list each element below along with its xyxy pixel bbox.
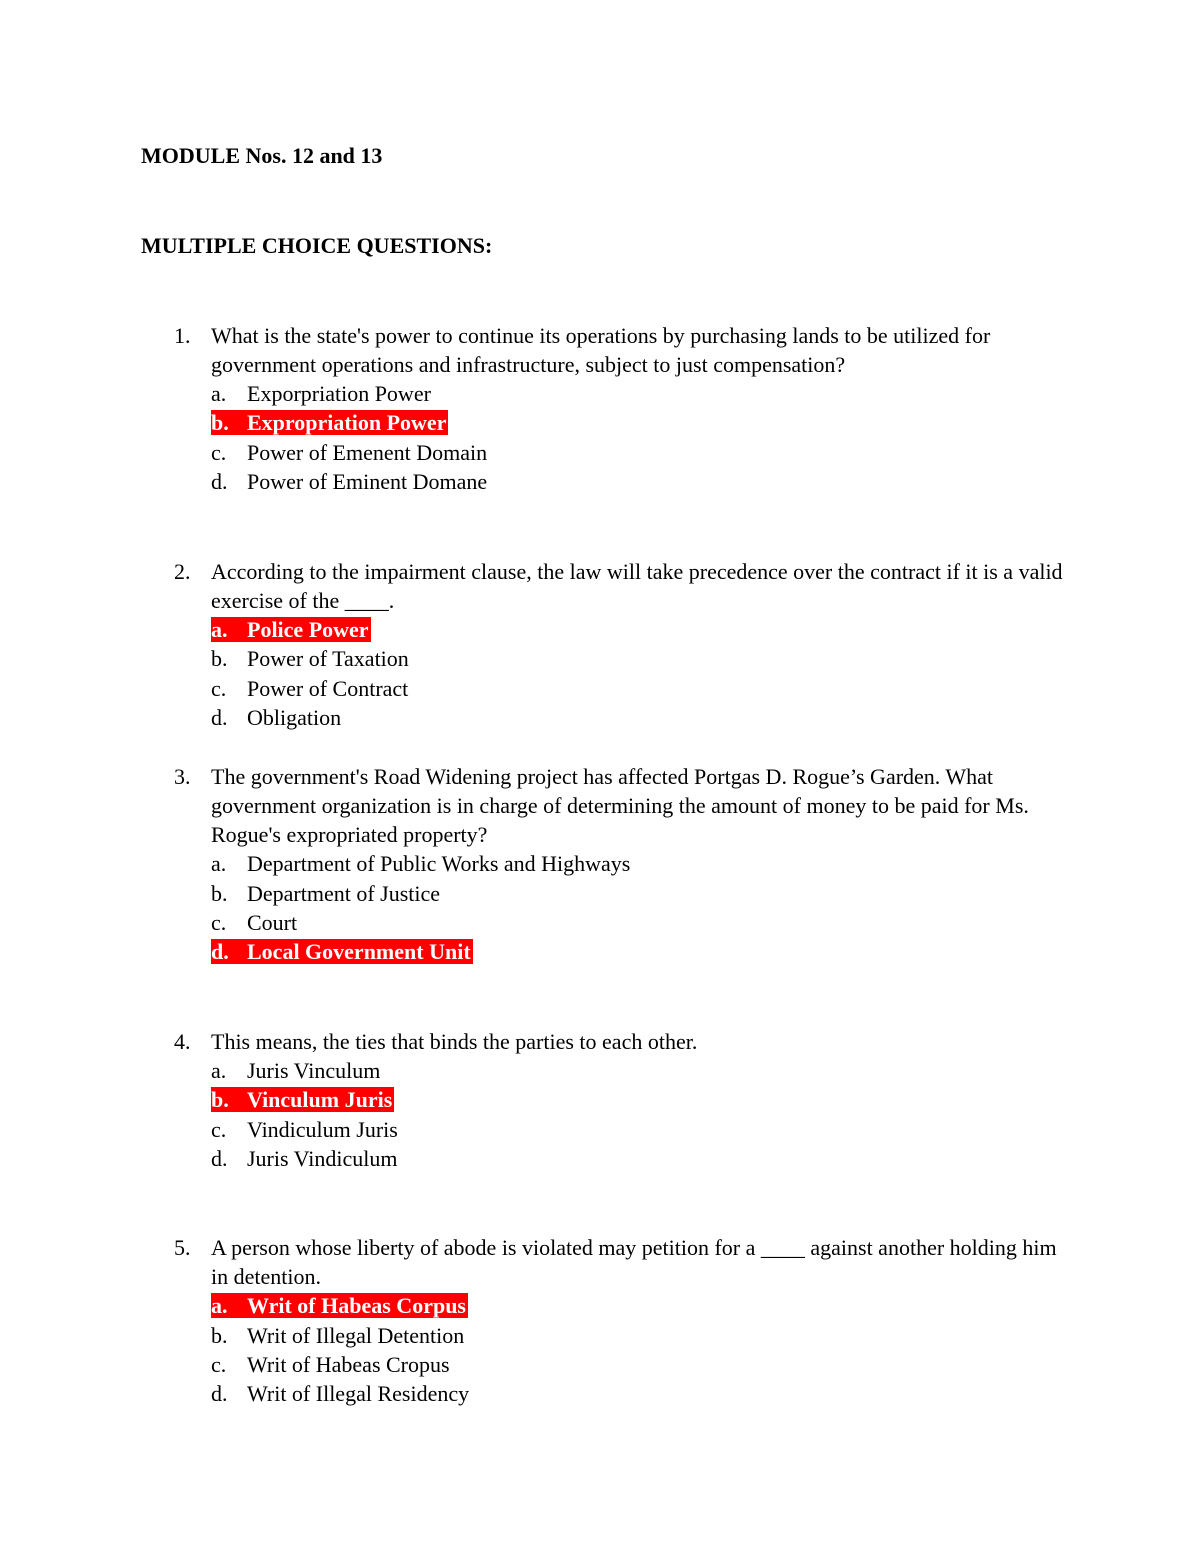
option-a-correct [211,615,371,644]
option-text: Juris Vindiculum [247,1146,398,1171]
option-b [211,1321,464,1350]
question-number: 2. [174,559,191,584]
option-letter: a. [211,381,227,406]
option-b-correct [211,408,448,437]
option-b [211,644,409,673]
option-letter: a. [211,1293,228,1318]
option-a [211,849,630,878]
option-letter: d. [211,705,228,730]
option-letter: d. [211,939,229,964]
question-text: This means, the ties that binds the parties to each other. [211,1029,698,1054]
option-letter: d. [211,1146,228,1171]
option-letter: b. [211,1087,229,1112]
option-c [211,908,297,937]
option-letter: b. [211,410,229,435]
option-c [211,674,408,703]
option-b-correct [211,1085,394,1114]
option-text: Writ of Illegal Detention [247,1323,465,1348]
option-letter: a. [211,1058,227,1083]
option-letter: a. [211,851,227,876]
option-text: Expropriation Power [247,410,447,435]
question-number: 3. [174,764,191,789]
question-text: What is the state's power to continue its operations by purchasing lands to be utilized for government operations and infrastructure, subject to just compensation? [211,323,991,377]
option-letter: c. [211,1352,227,1377]
option-d [211,1379,469,1408]
option-c [211,1350,450,1379]
option-d-correct [211,937,473,966]
option-text: Local Government Unit [247,939,471,964]
option-text: Writ of Habeas Corpus [247,1293,466,1318]
question-number: 1. [174,323,191,348]
option-text: Department of Public Works and Highways [247,851,631,876]
module-title: MODULE Nos. 12 and 13 [141,143,383,168]
option-a-correct [211,1291,468,1320]
option-letter: c. [211,440,227,465]
option-text: Police Power [247,617,369,642]
option-letter: a. [211,617,228,642]
option-c [211,1115,398,1144]
option-text: Writ of Illegal Residency [247,1381,470,1406]
option-letter: b. [211,881,228,906]
option-text: Exporpriation Power [247,381,431,406]
option-letter: d. [211,1381,228,1406]
option-text: Vinculum Juris [247,1087,393,1112]
option-letter: b. [211,1323,228,1348]
option-letter: c. [211,676,227,701]
section-title: MULTIPLE CHOICE QUESTIONS: [141,233,493,258]
option-text: Power of Contract [247,676,409,701]
option-a [211,1056,380,1085]
option-c [211,438,487,467]
option-text: Court [247,910,298,935]
option-b [211,879,440,908]
option-text: Power of Emenent Domain [247,440,488,465]
option-d [211,703,341,732]
option-text: Vindiculum Juris [247,1117,398,1142]
option-text: Department of Justice [247,881,441,906]
option-d [211,1144,397,1173]
question-text: A person whose liberty of abode is violated may petition for a ____ against another holding him in detention. [211,1235,1057,1289]
option-text: Obligation [247,705,342,730]
question-text: The government's Road Widening project has affected Portgas D. Rogue’s Garden. What government organization is in charge of determining the amount of money to be paid for Ms. Rogue's expropriated property? [211,764,1029,847]
option-text: Power of Taxation [247,646,409,671]
option-letter: b. [211,646,228,671]
question-number: 4. [174,1029,191,1054]
option-d [211,467,487,496]
option-letter: c. [211,1117,227,1142]
option-text: Power of Eminent Domane [247,469,488,494]
question-text: According to the impairment clause, the law will take precedence over the contract if it is a valid exercise of the ____. [211,559,1063,613]
option-a [211,379,431,408]
question-number: 5. [174,1235,191,1260]
option-letter: c. [211,910,227,935]
option-letter: d. [211,469,228,494]
option-text: Juris Vinculum [247,1058,381,1083]
option-text: Writ of Habeas Cropus [247,1352,450,1377]
